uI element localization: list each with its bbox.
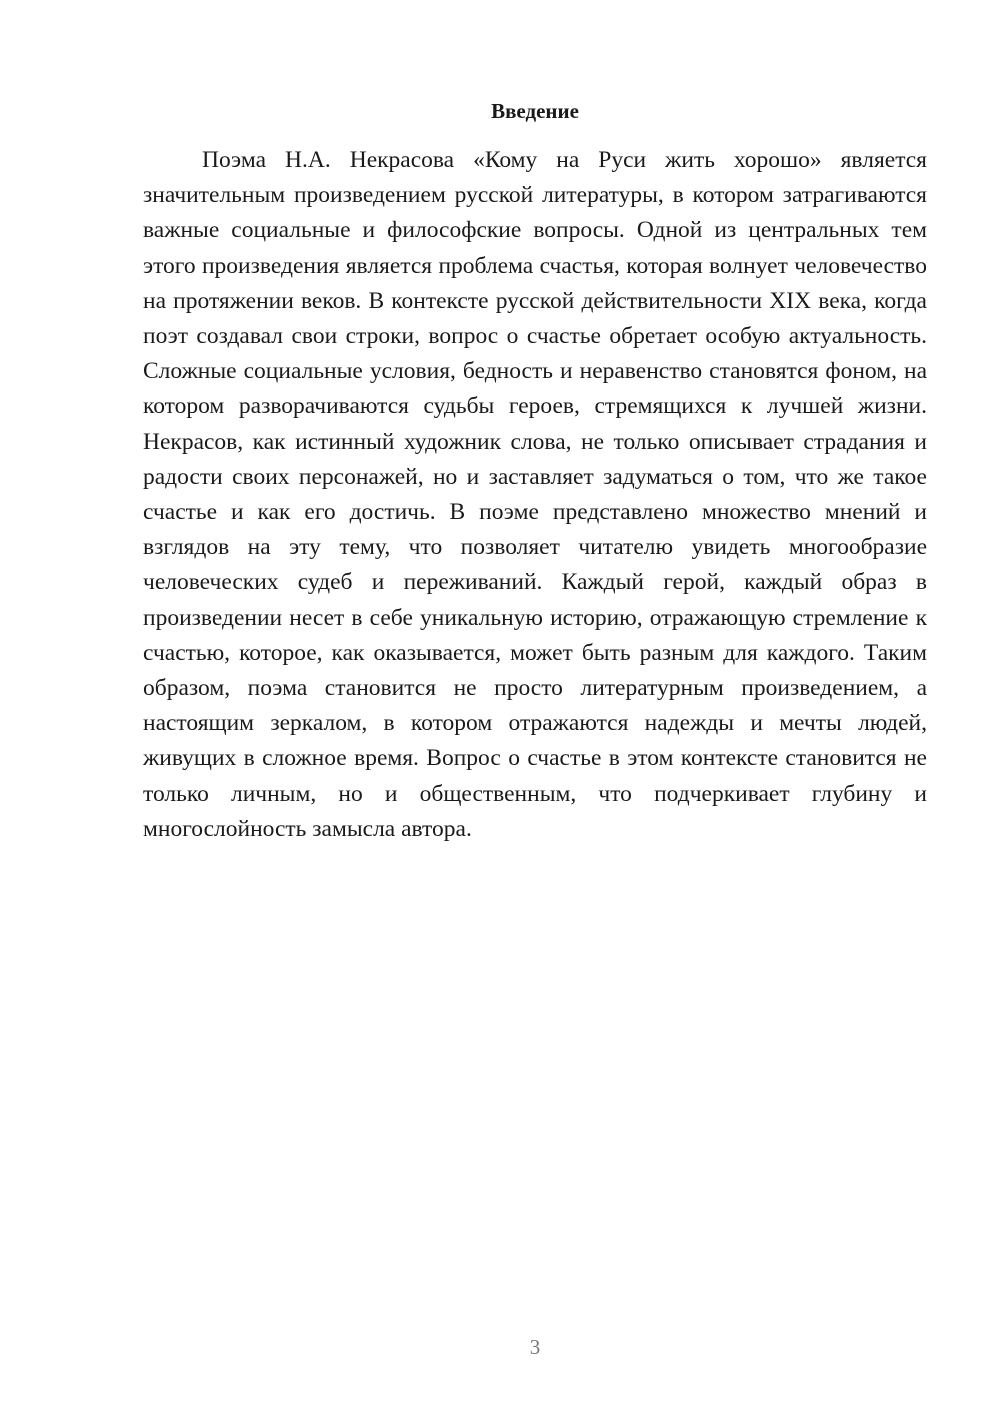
section-heading: Введение: [491, 99, 579, 123]
body-paragraph: Поэма Н.А. Некрасова «Кому на Руси жить хорошо» является значительным произведением русской литературы, в котором затрагиваются важные социальные и философские вопросы. Одной из центральных тем этого произведения является проблема счастья, которая волнует человечество на протяжении веков. В контексте русской действительности XIX века, когда поэт создавал свои строки, вопрос о счастье обретает особую актуальность. Сложные социальные условия, бедность и неравенство становятся фоном, на котором разворачиваются судьбы героев, стремящихся к лучшей жизни. Некрасов, как истинный художник слова, не только описывает страдания и радости своих персонажей, но и заставляет задуматься о том, что же такое счастье и как его достичь. В поэме представлено множество мнений и взглядов на эту тему, что позволяет читателю увидеть многообразие человеческих судеб и переживаний. Каждый герой, каждый образ в произведении несет в себе уникальную историю, отражающую стремление к счастью, которое, как оказывается, может быть разным для каждого. Таким образом, поэма становится не просто литературным произведением, а настоящим зеркалом, в котором отражаются надежды и мечты людей, живущих в сложное время. Вопрос о счастье в этом контексте становится не только личным, но и общественным, что подчеркивает глубину и многослойность замысла автора.: [143, 147, 927, 842]
page-number: 3: [529, 1335, 541, 1359]
